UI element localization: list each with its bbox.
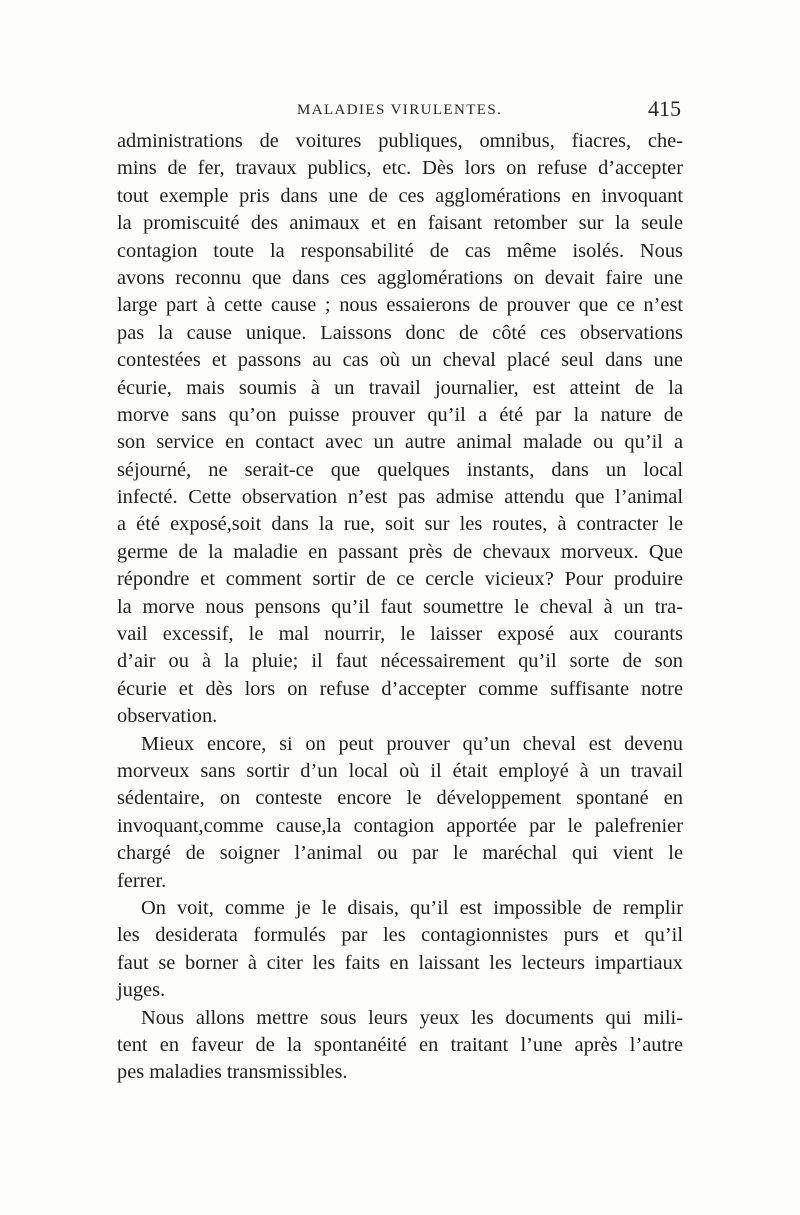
text-line: son service en contact avec un autre animal malade ou qu’il a [117, 431, 683, 454]
text-line: tent en faveur de la spontanéité en traitant l’une après l’autre [117, 1033, 683, 1056]
text-line: écurie et dès lors on refuse d’accepter comme suffisante notre [117, 677, 683, 700]
text-line: morve sans qu’on puisse prouver qu’il a été par la nature de [117, 403, 683, 426]
running-head [117, 96, 683, 126]
text-line: large part à cette cause ; nous essaierons de prouver que ce n’est [117, 294, 683, 317]
text-line: contestées et passons au cas où un cheval placé seul dans une [117, 349, 683, 372]
text-line: pas la cause unique. Laissons donc de côté ces observations [117, 321, 683, 344]
text-line: ferrer. [117, 869, 167, 892]
text-line: a été exposé,soit dans la rue, soit sur les routes, à contracter le [117, 513, 683, 536]
text-line: germe de la maladie en passant près de chevaux morveux. Que [117, 540, 683, 563]
text-line: séjourné, ne serait-ce que quelques instants, dans un local [117, 458, 683, 481]
text-line: Mieux encore, si on peut prouver qu’un cheval est devenu [141, 732, 683, 755]
text-line: tout exemple pris dans une de ces agglomérations en invoquant [117, 184, 683, 207]
text-line: contagion toute la responsabilité de cas même isolés. Nous [117, 239, 683, 262]
text-line: sédentaire, on conteste encore le développement spontané en [117, 787, 683, 810]
running-title: MALADIES VIRULENTES. [297, 102, 503, 118]
text-line: faut se borner à citer les faits en laissant les lecteurs impartiaux [117, 951, 683, 974]
text-line: mins de fer, travaux publics, etc. Dès lors on refuse d’accepter [117, 157, 683, 180]
text-line: Nous allons mettre sous leurs yeux les documents qui mili- [141, 1006, 683, 1029]
text-line: morveux sans sortir d’un local où il était employé à un travail [117, 759, 683, 782]
text-line: la morve nous pensons qu’il faut soumettre le cheval à un tra- [117, 595, 683, 618]
page-number: 415 [648, 96, 681, 121]
text-line: administrations de voitures publiques, omnibus, fiacres, che- [117, 130, 683, 152]
text-line: avons reconnu que dans ces agglomérations on devait faire une [117, 266, 683, 289]
text-line: infecté. Cette observation n’est pas admise attendu que l’animal [117, 486, 683, 509]
text-line: d’air ou à la pluie; il faut nécessairement qu’il sorte de son [117, 650, 683, 673]
body-text [117, 128, 683, 1087]
text-line: juges. [117, 979, 166, 1002]
text-line: invoquant,comme cause,la contagion apportée par le palefrenier [117, 814, 683, 837]
text-line: la promiscuité des animaux et en faisant retomber sur la seule [117, 212, 683, 235]
text-line: répondre et comment sortir de ce cercle vicieux? Pour produire [117, 568, 683, 591]
text-line: observation. [117, 705, 218, 728]
text-line: vail excessif, le mal nourrir, le laisser exposé aux courants [117, 623, 683, 646]
text-line: les desiderata formulés par les contagionnistes purs et qu’il [117, 924, 683, 947]
text-line: pes maladies transmissibles. [117, 1061, 348, 1084]
text-line: écurie, mais soumis à un travail journalier, est atteint de la [117, 376, 683, 399]
text-line: chargé de soigner l’animal ou par le maréchal qui vient le [117, 842, 683, 865]
text-line: On voit, comme je le disais, qu’il est impossible de remplir [141, 896, 683, 919]
